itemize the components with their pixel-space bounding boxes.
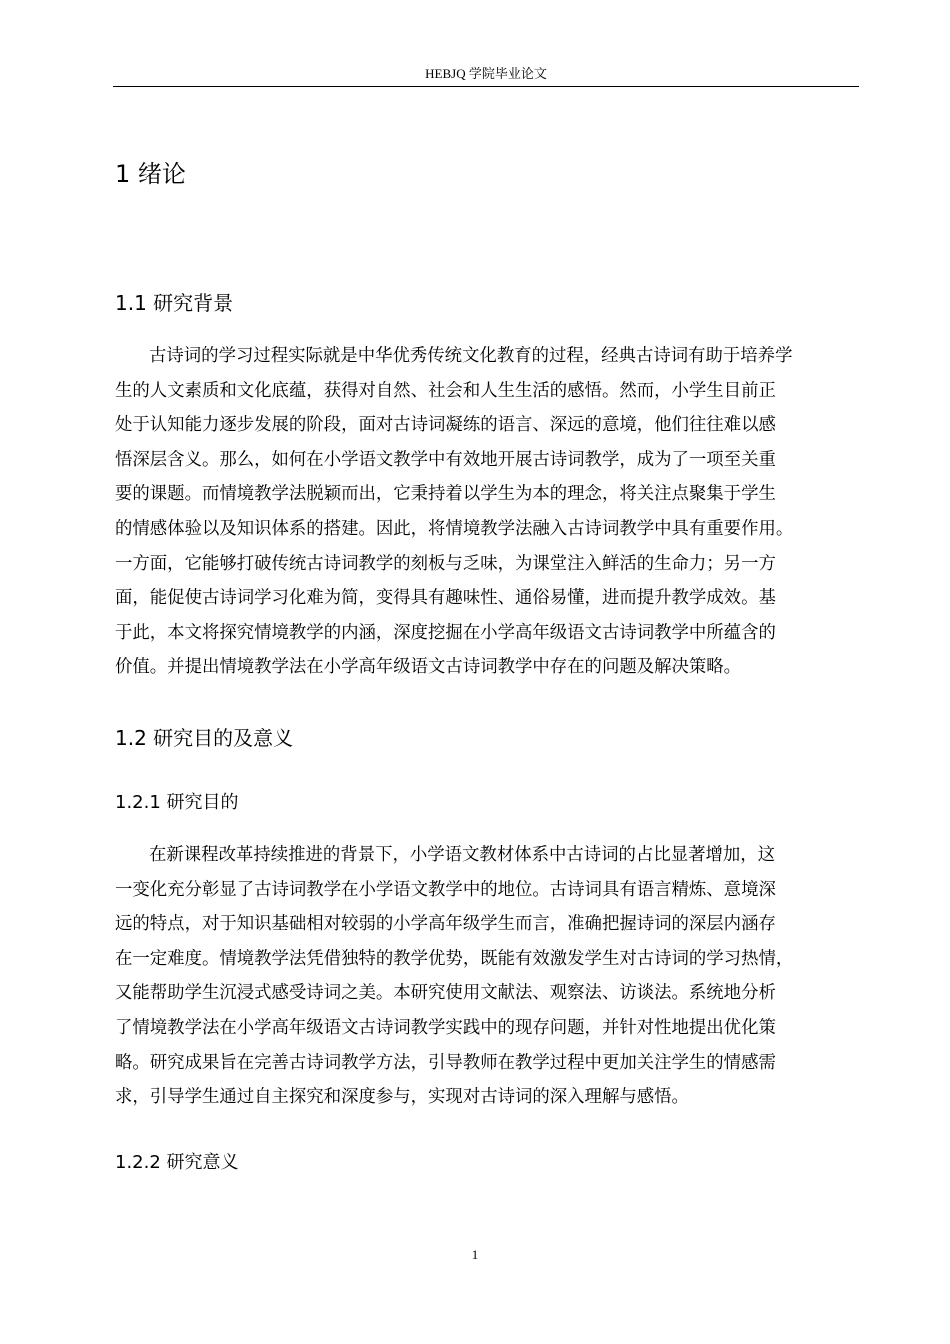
page-number: 1 <box>471 1247 479 1262</box>
paragraph-line: 处于认知能力逐步发展的阶段，面对古诗词凝练的语言、深远的意境，他们往往难以感 <box>115 415 776 436</box>
section-1-2-title: 1.2 研究目的及意义 <box>115 726 294 750</box>
paragraph-line: 远的特点，对于知识基础相对较弱的小学高年级学生而言，准确把握诗词的深层内涵存 <box>115 914 776 935</box>
paragraph-line: 又能帮助学生沉浸式感受诗词之美。本研究使用文献法、观察法、访谈法。系统地分析 <box>115 983 776 1004</box>
paragraph-line: 在新课程改革持续推进的背景下，小学语文教材体系中古诗词的占比显著增加，这 <box>149 845 776 865</box>
paragraph-line: 一方面，它能够打破传统古诗词教学的刻板与乏味，为课堂注入鲜活的生命力；另一方 <box>115 553 776 574</box>
paragraph-line: 一变化充分彰显了古诗词教学在小学语文教学中的地位。古诗词具有语言精炼、意境深 <box>115 879 776 900</box>
section-1-2-1-paragraph <box>115 838 867 1115</box>
section-1-2-2-title: 1.2.2 研究意义 <box>115 1152 239 1173</box>
section-1-1-title: 1.1 研究背景 <box>115 291 234 315</box>
paragraph-line: 略。研究成果旨在完善古诗词教学方法，引导教师在教学过程中更加关注学生的情感需 <box>115 1052 776 1073</box>
section-1-1-paragraph <box>115 339 867 685</box>
paragraph-line: 古诗词的学习过程实际就是中华优秀传统文化教育的过程，经典古诗词有助于培养学 <box>149 346 793 366</box>
paragraph-line: 悟深层含义。那么，如何在小学语文教学中有效地开展古诗词教学，成为了一项至关重 <box>115 449 776 470</box>
paragraph-line: 生的人文素质和文化底蕴，获得对自然、社会和人生生活的感悟。然而，小学生目前正 <box>115 380 776 401</box>
paragraph-line: 了情境教学法在小学高年级语文古诗词教学实践中的现存问题，并针对性地提出优化策 <box>115 1017 776 1038</box>
running-header: HEBJQ 学院毕业论文 <box>425 66 547 81</box>
chapter-title: 1 绪论 <box>115 160 186 188</box>
paragraph-line: 于此，本文将探究情境教学的内涵，深度挖掘在小学高年级语文古诗词教学中所蕴含的 <box>115 622 776 643</box>
paragraph-line: 要的课题。而情境教学法脱颖而出，它秉持着以学生为本的理念，将关注点聚集于学生 <box>115 484 776 505</box>
paragraph-line: 面，能促使古诗词学习化难为简，变得具有趣味性、通俗易懂，进而提升教学成效。基 <box>115 588 776 609</box>
paragraph-line: 求，引导学生通过自主探究和深度参与，实现对古诗词的深入理解与感悟。 <box>115 1087 689 1108</box>
paragraph-line: 在一定难度。情境教学法凭借独特的教学优势，既能有效激发学生对古诗词的学习热情， <box>115 948 794 969</box>
paragraph-line: 的情感体验以及知识体系的搭建。因此，将情境教学法融入古诗词教学中具有重要作用。 <box>115 518 794 539</box>
paragraph-line: 价值。并提出情境教学法在小学高年级语文古诗词教学中存在的问题及解决策略。 <box>115 657 742 678</box>
header-rule <box>113 86 859 87</box>
section-1-2-1-title: 1.2.1 研究目的 <box>115 792 239 813</box>
